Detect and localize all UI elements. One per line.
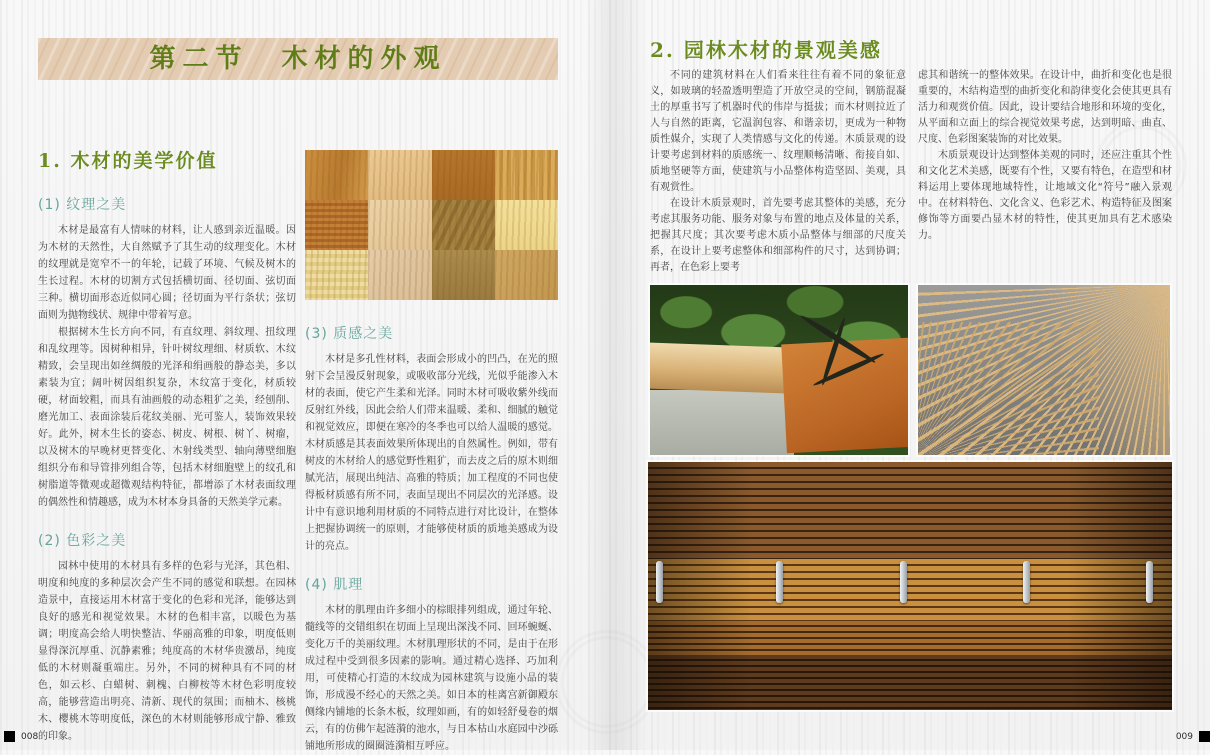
wood-swatch	[368, 250, 431, 300]
wood-swatch	[432, 150, 495, 200]
heading-landscape-beauty: 2. 园林木材的景观美感	[650, 38, 882, 62]
body-paragraph: 木材是最富有人情味的材料，让人感到亲近温暖。因为木材的天然性，大自然赋予了其生动的纹理变化。木材的纹理就是宽窄不一的年轮，记载了环境、气候及树木的生长过程。木材的切割方式包括横切面、径切面、弦切面三种。横切面形态近似同心圆；径切面为平行条状；弦切面则为抛物线状、规律中带着写意。	[38, 225, 296, 321]
wood-swatch	[305, 250, 368, 300]
slat-fan	[918, 322, 1099, 455]
bench-shadow-left	[648, 462, 753, 710]
background-swirl-ornament	[555, 630, 659, 734]
wood-swatch	[305, 150, 368, 200]
timber-block	[781, 338, 908, 453]
body-paragraph: 在设计木质景观时，首先要考虑其整体的美感，充分考虑其服务功能、服务对象与布置的地点及体量的关系，把握其尺度；其次要考虑木质小品整体与细部的尺度关系，在设计上要考虑整体和细部构件的尺寸，达到协调；再者，在色彩上要考	[650, 198, 906, 273]
subheading-texture-beauty: (1) 纹理之美	[38, 197, 127, 213]
wood-swatch	[432, 200, 495, 250]
section-title-banner	[38, 38, 558, 80]
left-page-column-2	[305, 150, 558, 755]
timber-log	[650, 342, 795, 393]
wood-samples-photo	[305, 150, 558, 300]
wood-swatch	[495, 250, 558, 300]
page-number-marker	[1199, 731, 1210, 742]
slat-sculpture-photo	[918, 285, 1170, 455]
page-number-text: 009	[1175, 731, 1193, 742]
wood-swatch	[495, 200, 558, 250]
page-number-marker	[4, 731, 15, 742]
subheading-tactile-beauty: (3) 质感之美	[305, 326, 394, 342]
bench-shadow-right	[1067, 462, 1172, 710]
wood-swatch	[368, 200, 431, 250]
left-page-column-1	[38, 197, 296, 745]
right-page-column-2	[918, 68, 1172, 244]
body-paragraph: 根据树木生长方向不同，有直纹理、斜纹理、扭纹理和乱纹理等。因树种相异，针叶树纹理细、材质软、木纹精致，会呈现出如丝绸般的光泽和绢画般的静态美，多以素装为宜；阔叶树因组织复杂，木纹富于变化，材质较硬，材面较粗，而具有油画般的动态粗犷之美，经刨削、磨光加工、表面涂装后花纹美丽、光可鉴人，装饰效果较好。此外，树木生长的姿态、树皮、树根、树丫、树瘤，以及树木的早晚材更替变化、木射线类型、轴向薄壁细胞组织分布和导管排列组合等，包括木材细胞壁上的纹孔和树脂道等微观或超微观结构特征，都增添了木材表面纹理的偶然性和情趣感，成为木材本身具备的天然美学元素。	[38, 327, 296, 508]
slatted-bench-photo	[648, 462, 1172, 710]
page-number-left	[4, 731, 38, 742]
metal-bracket	[656, 561, 663, 603]
wood-swatch	[432, 250, 495, 300]
page-number-right	[1176, 731, 1210, 742]
page-number-text: 008	[21, 731, 39, 742]
subheading-color-beauty: (2) 色彩之美	[38, 533, 127, 549]
body-paragraph: 不同的建筑材料在人们看来往往有着不同的象征意义，如玻璃的轻盈透明塑造了开放空灵的空间，钢筋混凝土的厚重书写了机器时代的伟岸与挺拔；而木材则拉近了人与自然的距离，它温润包容、和谐亲切，更成为一种物质性媒介，实现了人类情感与文化的传递。木质景观的设计要考虑到材料的质感统一、纹理顺畅清晰、衔接自如、质地坚硬等方面，使建筑与小品整体构造坚固、美观，具有观赏性。	[650, 70, 906, 193]
concrete-paving	[650, 390, 794, 455]
log-bench-photo	[650, 285, 908, 455]
wood-swatch	[495, 150, 558, 200]
body-paragraph: 园林中使用的木材具有多样的色彩与光泽，其色相、明度和纯度的多种层次会产生不同的感觉和联想。在园林造景中，直接运用木材富于变化的色彩和光泽，能够达到良好的感光和视觉效果。木材的色相丰富，以暖色为基调；明度高会给人明快整洁、华丽高雅的印象，明度低则显得深沉厚重、沉静素雅；纯度高的木材华贵激昂，纯度低的木材则凝重端庄。另外，不同的树种具有不同的材色，如云杉、白蜡树、刺槐、白柳桉等木材色彩明度较高，能够营造出明亮、清新、现代的氛围；而柚木、核桃木、樱桃木等明度低，深色的木材则能够形成宁静、雅致的印象。	[38, 561, 296, 742]
metal-bracket	[776, 561, 783, 603]
body-paragraph: 虑其和谐统一的整体效果。在设计中，曲折和变化也是很重要的，木结构造型的曲折变化和韵律变化会使其更具有活力和观赏价值。因此，设计要结合地形和环境的变化，从平面和立面上的综合视觉效果考虑，达到明暗、曲直、尺度、色彩图案装饰的对比效果。	[918, 70, 1172, 145]
metal-bracket	[1146, 561, 1153, 603]
metal-bracket	[1023, 561, 1030, 603]
section-title: 第二节 木材的外观	[149, 44, 447, 74]
body-paragraph: 木材是多孔性材料，表面会形成小的凹凸，在光的照射下会呈漫反射现象，或吸收部分光线，光似乎能渗入木材的表面，使它产生柔和光泽。同时木材可吸收紫外线而反射红外线，因此会给人们带来温暖、柔和、细腻的触觉和视觉效应，即便在寒冷的冬季也可以给人温暖的感觉。木材质感是其表面效果所体现出的自然属性。例如，带有树皮的木材给人的感觉野性粗犷，而去皮之后的原木则细腻光洁，展现出纯洁、高雅的特质；加工程度的不同也使得板材质感有所不同，表面呈现出不同层次的光泽感。设计中有意识地利用材质的不同特点进行对比设计，在整体上把握协调统一的原则，才能够使材质的质地美感成为设计的亮点。	[305, 354, 558, 552]
heading-aesthetic-value: 1. 木材的美学价值	[38, 150, 218, 172]
body-paragraph: 木质景观设计达到整体美观的同时，还应注重其个性和文化艺术美感，既要有个性，又要有特色，在造型和材料运用上要体现地域特性，让地域文化“符号”融入景观中。在材料特色、文化含义、色彩艺术、构造特征及图案修饰等方面要凸显木材的特性，使其更加具有艺术感染力。	[918, 150, 1172, 241]
right-page-column-1	[650, 68, 906, 276]
metal-bracket	[900, 561, 907, 603]
wood-swatch	[305, 200, 368, 250]
body-paragraph: 木材的肌理由许多细小的棕眼排列组成，通过年轮、髓线等的交错组织在切面上呈现出深浅不同、回环蜿蜒、变化万千的美丽纹理。木材肌理形状的不同，是由于在形成过程中受到很多因素的影响。通过精心选择、巧加利用，可使精心打造的木纹成为园林建筑与设施小品的装饰，形成漫不经心的天然之美。如日本的桂离宫新御殿东侧缘内铺地的长条木板，纹理如画，有的如轻舒曼卷的烟云，有的仿佛乍起涟漪的池水，与日本枯山水庭园中沙砾铺地所形成的圈圈涟漪相互呼应。	[305, 605, 558, 752]
wood-swatch	[368, 150, 431, 200]
subheading-grain-pattern: (4) 肌理	[305, 577, 364, 593]
